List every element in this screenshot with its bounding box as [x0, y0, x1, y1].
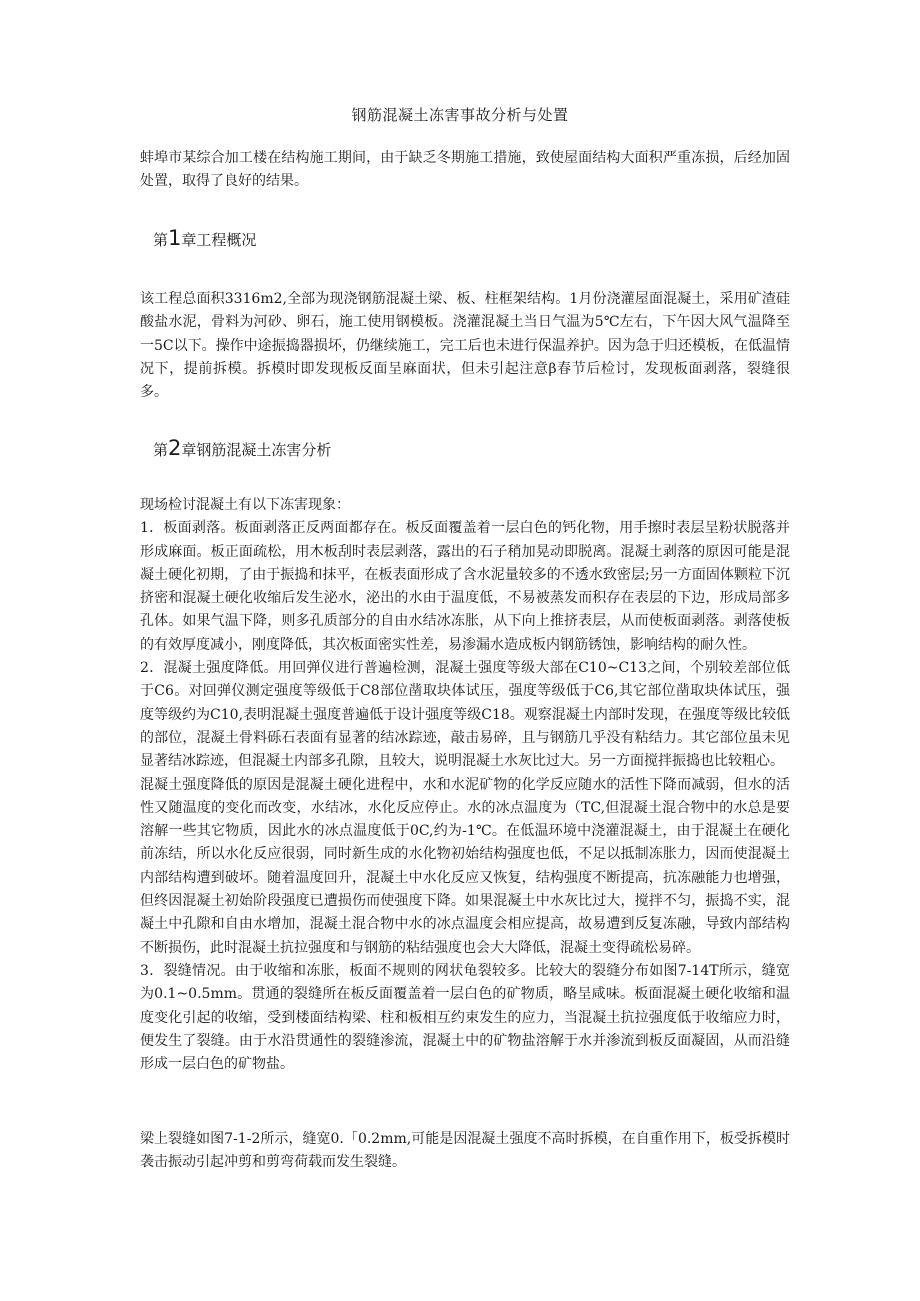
chapter-2-number: 2 [168, 436, 182, 460]
chapter-2-item-3: 3．裂缝情况。由于收缩和冻胀，板面不规则的网状龟裂较多。比较大的裂缝分布如图7-14T所示，缝宽为0.1~0.5mm。贯通的裂缝所在板反面覆盖着一层白色的矿物质，略呈咸味。板面混凝土硬化收缩和温度变化引起的收缩，受到楼面结构梁、柱和板相互约束发生的应力，当混凝土抗拉强度低于收缩应力时，便发生了裂缝。由于水沿贯通性的裂缝渗流，混凝土中的矿物盐溶解于水并渗流到板反面凝固，从而沿缝形成一层白色的矿物盐。 [140, 962, 790, 1073]
chapter-1-heading [153, 226, 256, 250]
chapter-2-item-1: 1．板面剥落。板面剥落正反两面都存在。板反面覆盖着一层白色的钙化物，用手擦时表层呈粉状脱落并形成麻面。板正面疏松，用木板刮时表层剥落，露出的石子稍加晃动即脱离。混凝土剥落的原因可能是混凝土硬化初期，了由于振捣和抹平，在板表面形成了含水泥量较多的不透水致密层;另一方面固体颗粒下沉挤密和混凝土硬化收缩后发生泌水，泌出的水由于温度低，不易被蒸发而积存在表层的下边，形成局部多孔体。如果气温下降，则多孔质部分的自由水结冰冻胀，从下向上推挤表层，从而使板面剥落。剥落使板的有效厚度减小，刚度降低，其次板面密实性差，易渗漏水造成板内钢筋锈蚀，影响结构的耐久性。 [140, 520, 790, 653]
chapter-2-lead: 现场检讨混凝土有以下冻害现象： [140, 497, 350, 513]
chapter-2-item-4: 梁上裂缝如图7-1-2所示，缝宽0.「0.2mm,可能是因混凝土强度不高时拆模，在自重作用下，板受拆模时袭击振动引起冲剪和剪弯荷载而发生裂缝。 [140, 1131, 790, 1171]
chapter-2-title: 章钢筋混凝土冻害分析 [181, 441, 332, 459]
page-title: 钢筋混凝土冻害事故分析与处置 [351, 106, 569, 124]
chapter-1-number: 1 [168, 226, 182, 250]
chapter-1-text: 该工程总面积3316m2,全部为现浇钢筋混凝土梁、板、柱框架结构。1月份浇灌屋面混凝土，采用矿渣硅酸盐水泥，骨料为河砂、卵石，施工使用钢模板。浇灌混凝土当日气温为5℃左右，下午因大风气温降至一5C以下。操作中途振捣器损坏，仍继续施工，完工后也未进行保温养护。因为急于归还模板，在低温情况下，提前拆模。拆模时即发现板反面呈麻面状，但未引起注意β春节后检讨，发现板面剥落，裂缝很多。 [140, 291, 790, 401]
intro-paragraph [140, 147, 790, 194]
chapter-2-closing [140, 1128, 790, 1175]
chapter-1-body [140, 288, 790, 404]
intro-text: 蚌埠市某综合加工楼在结构施工期间，由于缺乏冬期施工措施，致使屋面结构大面积严重冻损，后经加固处置，取得了良好的结果。 [140, 150, 790, 190]
chapter-1-prefix: 第 [153, 231, 169, 249]
chapter-2-body [140, 494, 790, 1076]
chapter-2-item-2: 2．混凝土强度降低。用回弹仪进行普遍检测，混凝土强度等级大部在C10~C13之间，个别较差部位低于C6。对回弹仪测定强度等级低于C8部位凿取块体试压，强度等级低于C6,其它部位凿取块体试压，强度等级约为C10,表明混凝土强度普遍低于设计强度等级C18。观察混凝土内部时发现，在强度等级比较低的部位，混凝土骨料砾石表面有显著的结冰踪迹，敲击易碎，且与钢筋几乎没有粘结力。其它部位虽未见显著结冰踪迹，但混凝土内部多孔隙，且较大，说明混凝土水灰比过大。另一方面搅拌振捣也比较粗心。 [140, 660, 790, 770]
chapter-2-heading [153, 436, 331, 460]
chapter-1-title: 章工程概况 [181, 231, 257, 249]
chapter-2-item-2b: 混凝土强度降低的原因是混凝土硬化进程中，水和水泥矿物的化学反应随水的活性下降而减弱，但水的活性又随温度的变化而改变，水结冰，水化反应停止。水的冰点温度为（TC,但混凝土混合物中的水总是要溶解一些其它物质，因此水的冰点温度低于0C,约为-1℃。在低温环境中浇灌混凝土，由于混凝土在硬化前冻结，所以水化反应很弱，同时新生成的水化物初始结构强度也低，不足以抵制冻胀力，因而使混凝土内部结构遭到破坏。随着温度回升，混凝土中水化反应又恢复，结构强度不断提高，抗冻融能力也增强，但终因混凝土初始阶段强度已遭损伤而使强度下降。如果混凝土中水灰比过大，搅拌不匀，振捣不实，混凝土中孔隙和自由水增加，混凝土混合物中水的冰点温度会相应提高，故易遭到反复冻融，导致内部结构不断损伤，此时混凝土抗拉强度和与钢筋的粘结强度也会大大降低，混凝土变得疏松易碎。 [140, 776, 790, 956]
chapter-2-prefix: 第 [153, 441, 169, 459]
